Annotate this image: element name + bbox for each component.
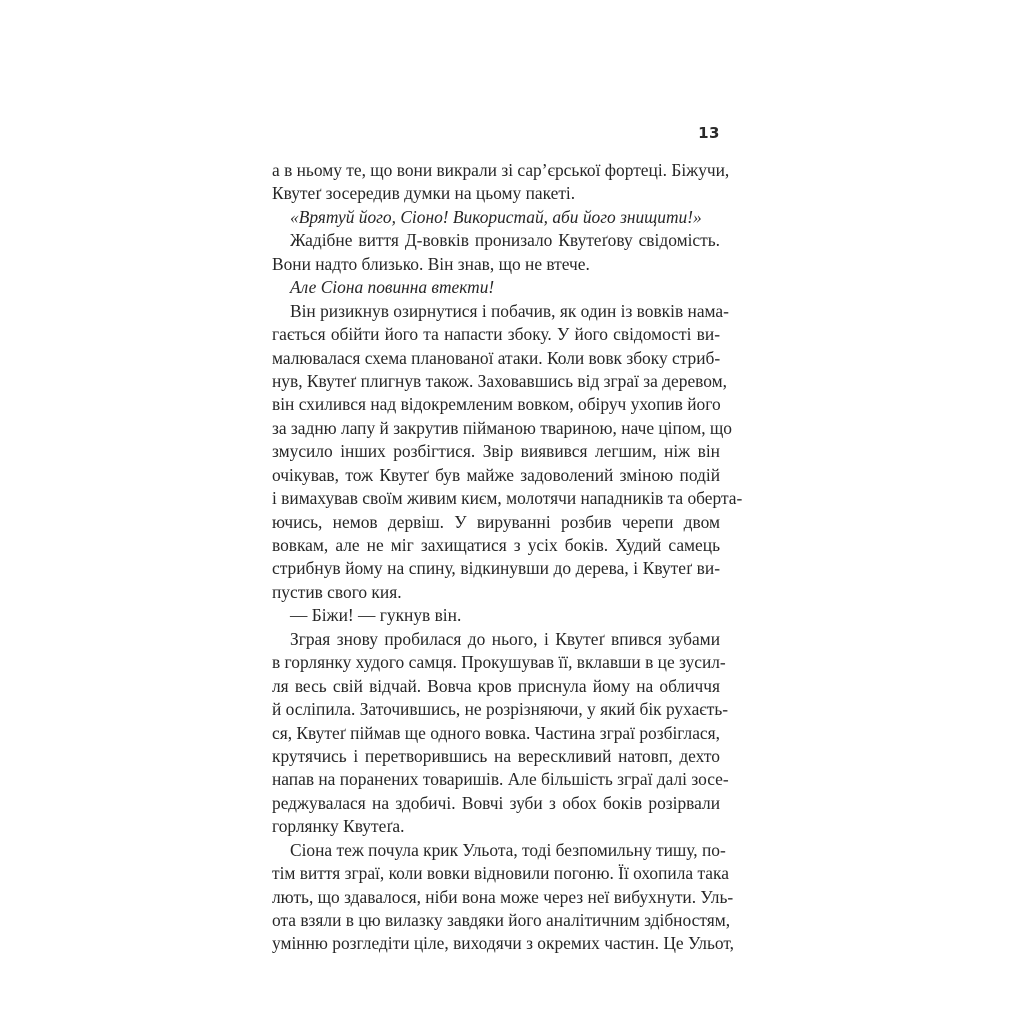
text-line: реджувалася на здобичі. Вовчі зуби з обох боків розірвали	[272, 792, 720, 813]
text-line: вовкам, але не міг захищатися з усіх боків. Худий самець	[272, 535, 720, 555]
page-number: 13	[698, 124, 720, 142]
text-line: в горлянку худого самця. Прокушував її, вклавши в це зусил-	[272, 652, 726, 673]
text-line: — Біжи! — гукнув він.	[290, 605, 462, 626]
text-line: ся, Квутеґ піймав ще одного вовка. Частина зграї розбіглася,	[272, 722, 720, 743]
text-line: тім виття зграї, коли вовки відновили погоню. Її охопила така	[272, 863, 729, 884]
text-line: за задню лапу й закрутив пійманою твариною, наче ціпом, що	[272, 417, 732, 438]
text-line: він схилився над відокремленим вовком, обіруч ухопив його	[272, 394, 721, 415]
text-line: й осліпила. Заточившись, не розрізняючи, у який бік рухаєть-	[272, 699, 729, 720]
text-line: очікував, тож Квутеґ був майже задоволений зміною подій	[272, 464, 720, 485]
text-line: «Врятуй його, Сіоно! Використай, аби його знищити!»	[290, 206, 702, 227]
text-line: Сіона теж почула крик Ульота, тоді безпомильну тишу, по-	[290, 839, 726, 860]
text-line: пустив свого кия.	[272, 581, 402, 602]
text-line: нув, Квутеґ плигнув також. Заховавшись від зграї за деревом,	[272, 370, 727, 391]
text-line: умінню розгледіти ціле, виходячи з окремих частин. Це Ульот,	[272, 933, 735, 954]
text-line: лють, що здавалося, ніби вона може через неї вибухнути. Уль-	[272, 886, 734, 907]
body-text	[272, 159, 743, 956]
text-line: ючись, немов дервіш. У вируванні розбив черепи двом	[272, 511, 720, 532]
text-line: малювалася схема планованої атаки. Коли вовк збоку стриб-	[272, 347, 721, 368]
text-line: гається обійти його та напасти збоку. У його свідомості ви-	[272, 324, 720, 345]
text-line: напав на поранених товаришів. Але більшість зграї далі зосе-	[272, 769, 729, 790]
text-line: Вони надто близько. Він знав, що не втече.	[272, 253, 590, 274]
text-line: крутячись і перетворившись на верескливий натовп, дехто	[272, 745, 720, 766]
text-line: стрибнув йому на спину, відкинувши до дерева, і Квутеґ ви-	[272, 558, 720, 579]
text-line: ота взяли в цю вилазку завдяки його аналітичним здібностям,	[272, 910, 731, 930]
text-line: ля весь свій відчай. Вовча кров приснула йому на обличчя	[272, 675, 720, 696]
text-line: і вимахував своїм живим києм, молотячи нападників та оберта-	[272, 488, 743, 509]
text-line: змусило інших розбігтися. Звір виявився легшим, ніж він	[272, 441, 720, 462]
text-line: Жадібне виття Д-вовків пронизало Квутеґову свідомість.	[290, 230, 720, 251]
text-line: Але Сіона повинна втекти!	[290, 277, 495, 298]
text-line: Зграя знову пробилася до нього, і Квутеґ впився зубами	[290, 628, 720, 649]
text-line: Він ризикнув озирнутися і побачив, як один із вовків нама-	[290, 300, 729, 321]
text-line: Квутеґ зосередив думки на цьому пакеті.	[272, 183, 576, 204]
text-line: а в ньому те, що вони викрали зі сар’єрської фортеці. Біжучи,	[272, 160, 730, 180]
text-line: горлянку Квутеґа.	[272, 816, 405, 837]
